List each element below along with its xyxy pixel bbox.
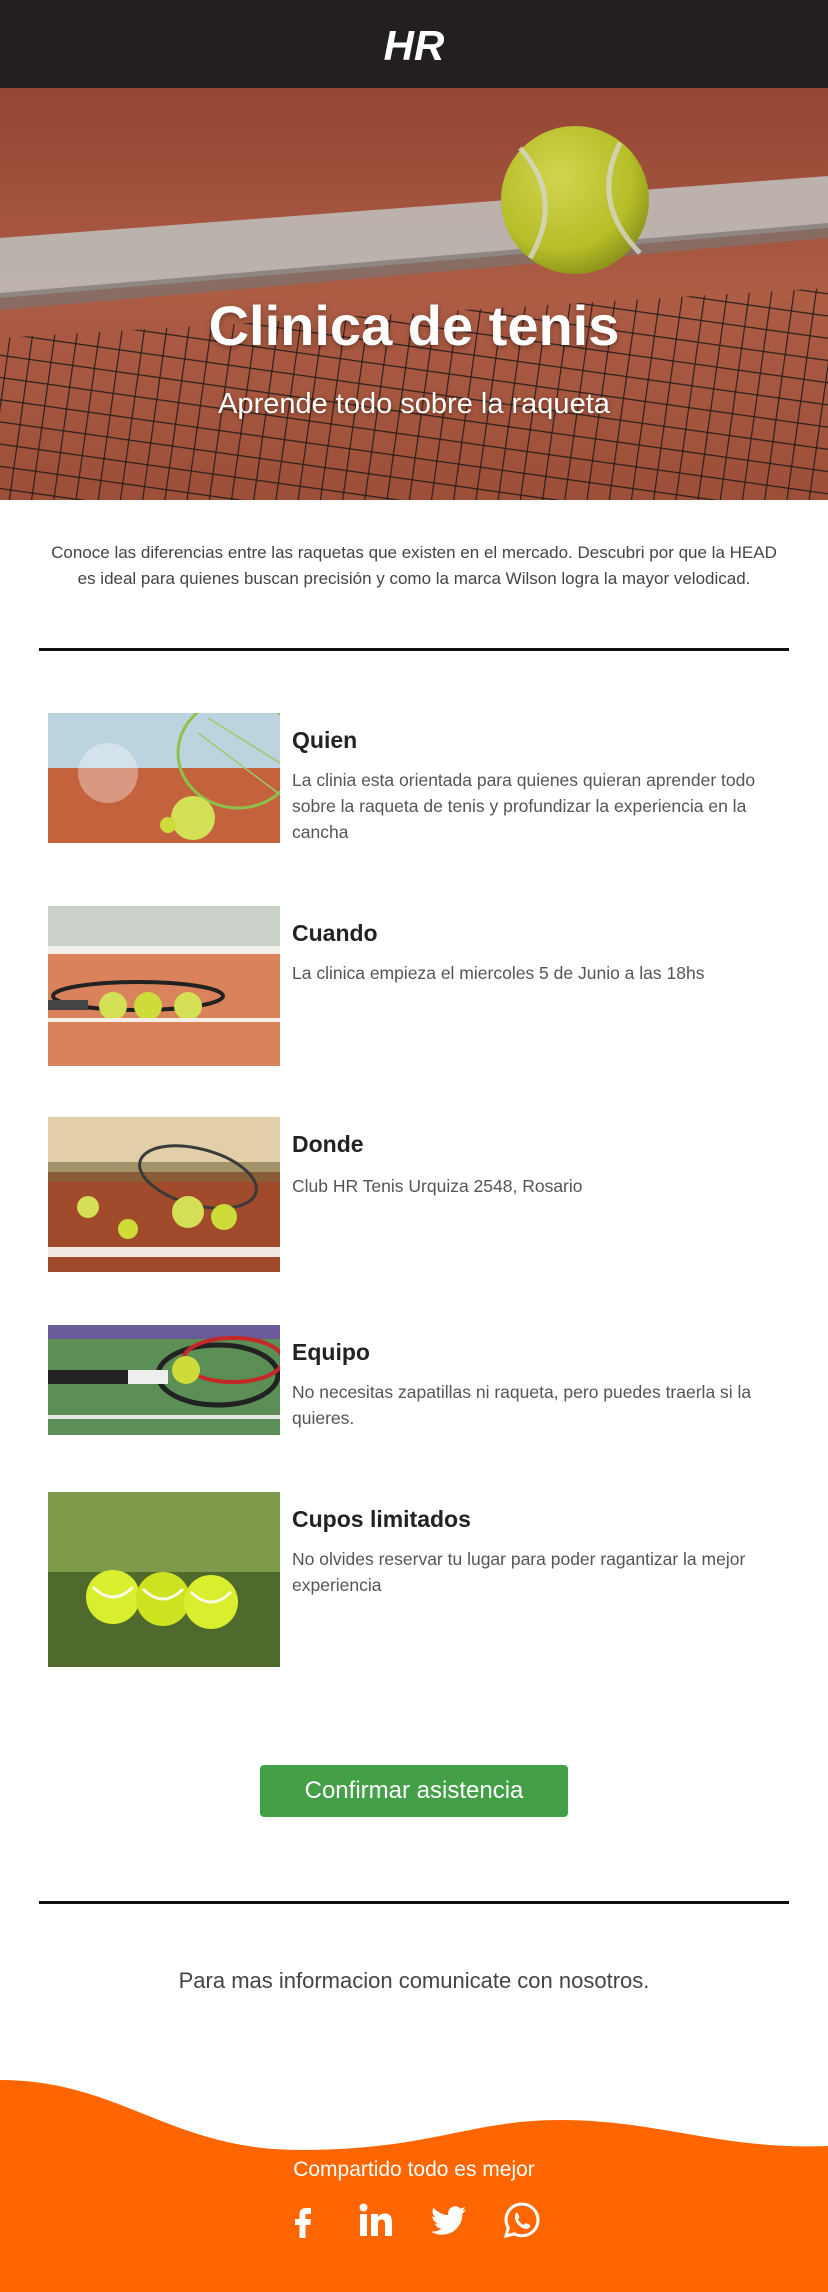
top-bar <box>0 0 828 88</box>
twitter-icon[interactable] <box>429 2200 469 2240</box>
feature-quien <box>48 713 788 843</box>
feature-text: No olvides reservar tu lugar para poder ragantizar la mejor experiencia <box>292 1549 746 1595</box>
hero-title: Clinica de tenis <box>208 294 620 357</box>
feature-image-quien <box>48 713 280 843</box>
feature-title: Equipo <box>292 1339 370 1365</box>
hero-banner <box>0 88 828 500</box>
feature-image-donde <box>48 1117 280 1272</box>
footer-wave <box>0 2080 828 2292</box>
hr-logo[interactable] <box>384 16 444 72</box>
feature-text: No necesitas zapatillas ni raqueta, pero puedes traerla si la quieres. <box>292 1382 752 1428</box>
contact-text: Para mas informacion comunicate con nosotros. <box>178 1968 650 1993</box>
feature-text: Club HR Tenis Urquiza 2548, Rosario <box>292 1176 583 1196</box>
divider-top <box>39 648 789 651</box>
feature-cuando <box>48 906 788 1066</box>
linkedin-icon[interactable] <box>356 2200 396 2240</box>
feature-image-equipo <box>48 1325 280 1435</box>
facebook-icon[interactable] <box>283 2200 323 2240</box>
intro-text: Conoce las diferencias entre las raquetas que existen en el mercado. Descubri por que la HEAD es ideal para quienes buscan precisión y como la marca Wilson logra la mayor velodicad. <box>51 543 777 588</box>
logo-text: HR <box>384 22 444 69</box>
feature-image-cuando <box>48 906 280 1066</box>
whatsapp-icon[interactable] <box>502 2200 542 2240</box>
feature-title: Quien <box>292 727 358 753</box>
confirm-attendance-button[interactable]: Confirmar asistencia <box>260 1765 568 1817</box>
feature-title: Cupos limitados <box>292 1506 471 1532</box>
feature-equipo <box>48 1325 788 1435</box>
divider-bottom <box>39 1901 789 1904</box>
feature-image-cupos <box>48 1492 280 1667</box>
feature-title: Cuando <box>292 920 378 946</box>
hero-subtitle: Aprende todo sobre la raqueta <box>218 388 610 420</box>
feature-donde <box>48 1117 788 1272</box>
feature-cupos <box>48 1492 788 1667</box>
feature-title: Donde <box>292 1131 364 1157</box>
footer-tagline: Compartido todo es mejor <box>293 2158 535 2181</box>
feature-text: La clinia esta orientada para quienes quieran aprender todo sobre la raqueta de tenis y profundizar la experiencia en la cancha <box>292 770 756 842</box>
feature-text: La clinica empieza el miercoles 5 de Junio a las 18hs <box>292 963 705 983</box>
